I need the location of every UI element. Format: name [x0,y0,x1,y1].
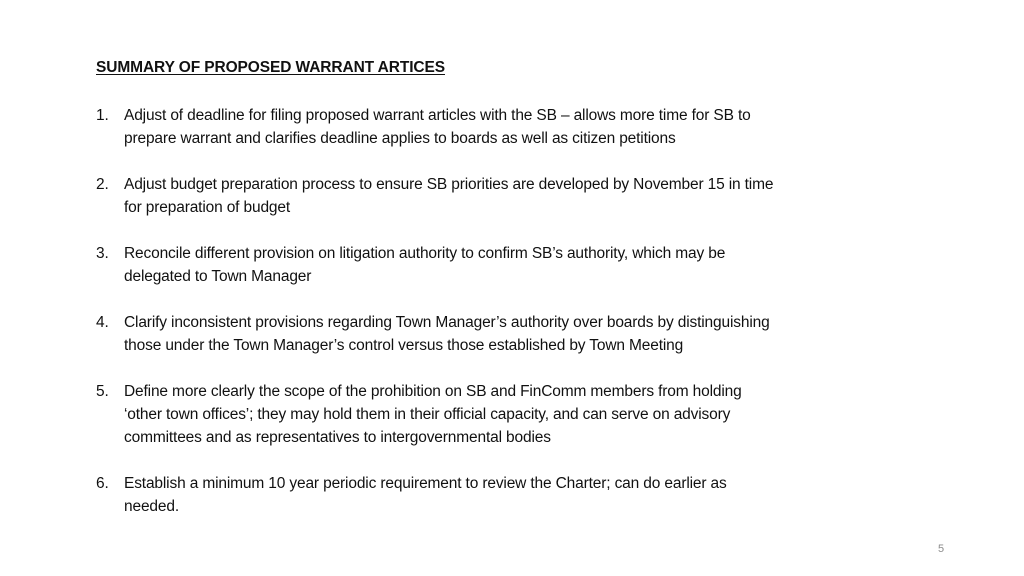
item-text-line: needed. [124,498,179,515]
item-text-line: Adjust of deadline for filing proposed warrant articles with the SB – allows more time for SB to [124,107,751,124]
list-item-3 [96,242,896,288]
item-text-line: delegated to Town Manager [124,268,312,285]
item-number: 3. [96,245,109,262]
item-number: 2. [96,176,109,193]
item-text-line: for preparation of budget [124,199,291,216]
item-text-line: Clarify inconsistent provisions regarding Town Manager’s authority over boards by distinguishing [124,314,770,331]
list-item-2 [96,173,896,219]
item-text-line: Adjust budget preparation process to ensure SB priorities are developed by November 15 in time [124,176,774,193]
list-item-6 [96,472,896,518]
page-number: 5 [938,543,945,555]
item-text-line: ‘other town offices’; they may hold them in their official capacity, and can serve on advisory [124,406,731,423]
list-item-4 [96,311,896,357]
warrant-articles-list [96,104,896,541]
item-number: 1. [96,107,109,124]
item-number: 4. [96,314,109,331]
item-number: 6. [96,475,109,492]
item-text-line: committees and as representatives to intergovernmental bodies [124,429,551,446]
item-text-line: Define more clearly the scope of the prohibition on SB and FinComm members from holding [124,383,742,400]
slide-title: SUMMARY OF PROPOSED WARRANT ARTICES [96,59,445,76]
list-item-1 [96,104,896,150]
item-text-line: those under the Town Manager’s control versus those established by Town Meeting [124,337,684,354]
list-item-5 [96,380,896,449]
item-number: 5. [96,383,109,400]
item-text-line: Reconcile different provision on litigation authority to confirm SB’s authority, which may be [124,245,726,262]
item-text-line: prepare warrant and clarifies deadline applies to boards as well as citizen petitions [124,130,676,147]
item-text-line: Establish a minimum 10 year periodic requirement to review the Charter; can do earlier as [124,475,727,492]
